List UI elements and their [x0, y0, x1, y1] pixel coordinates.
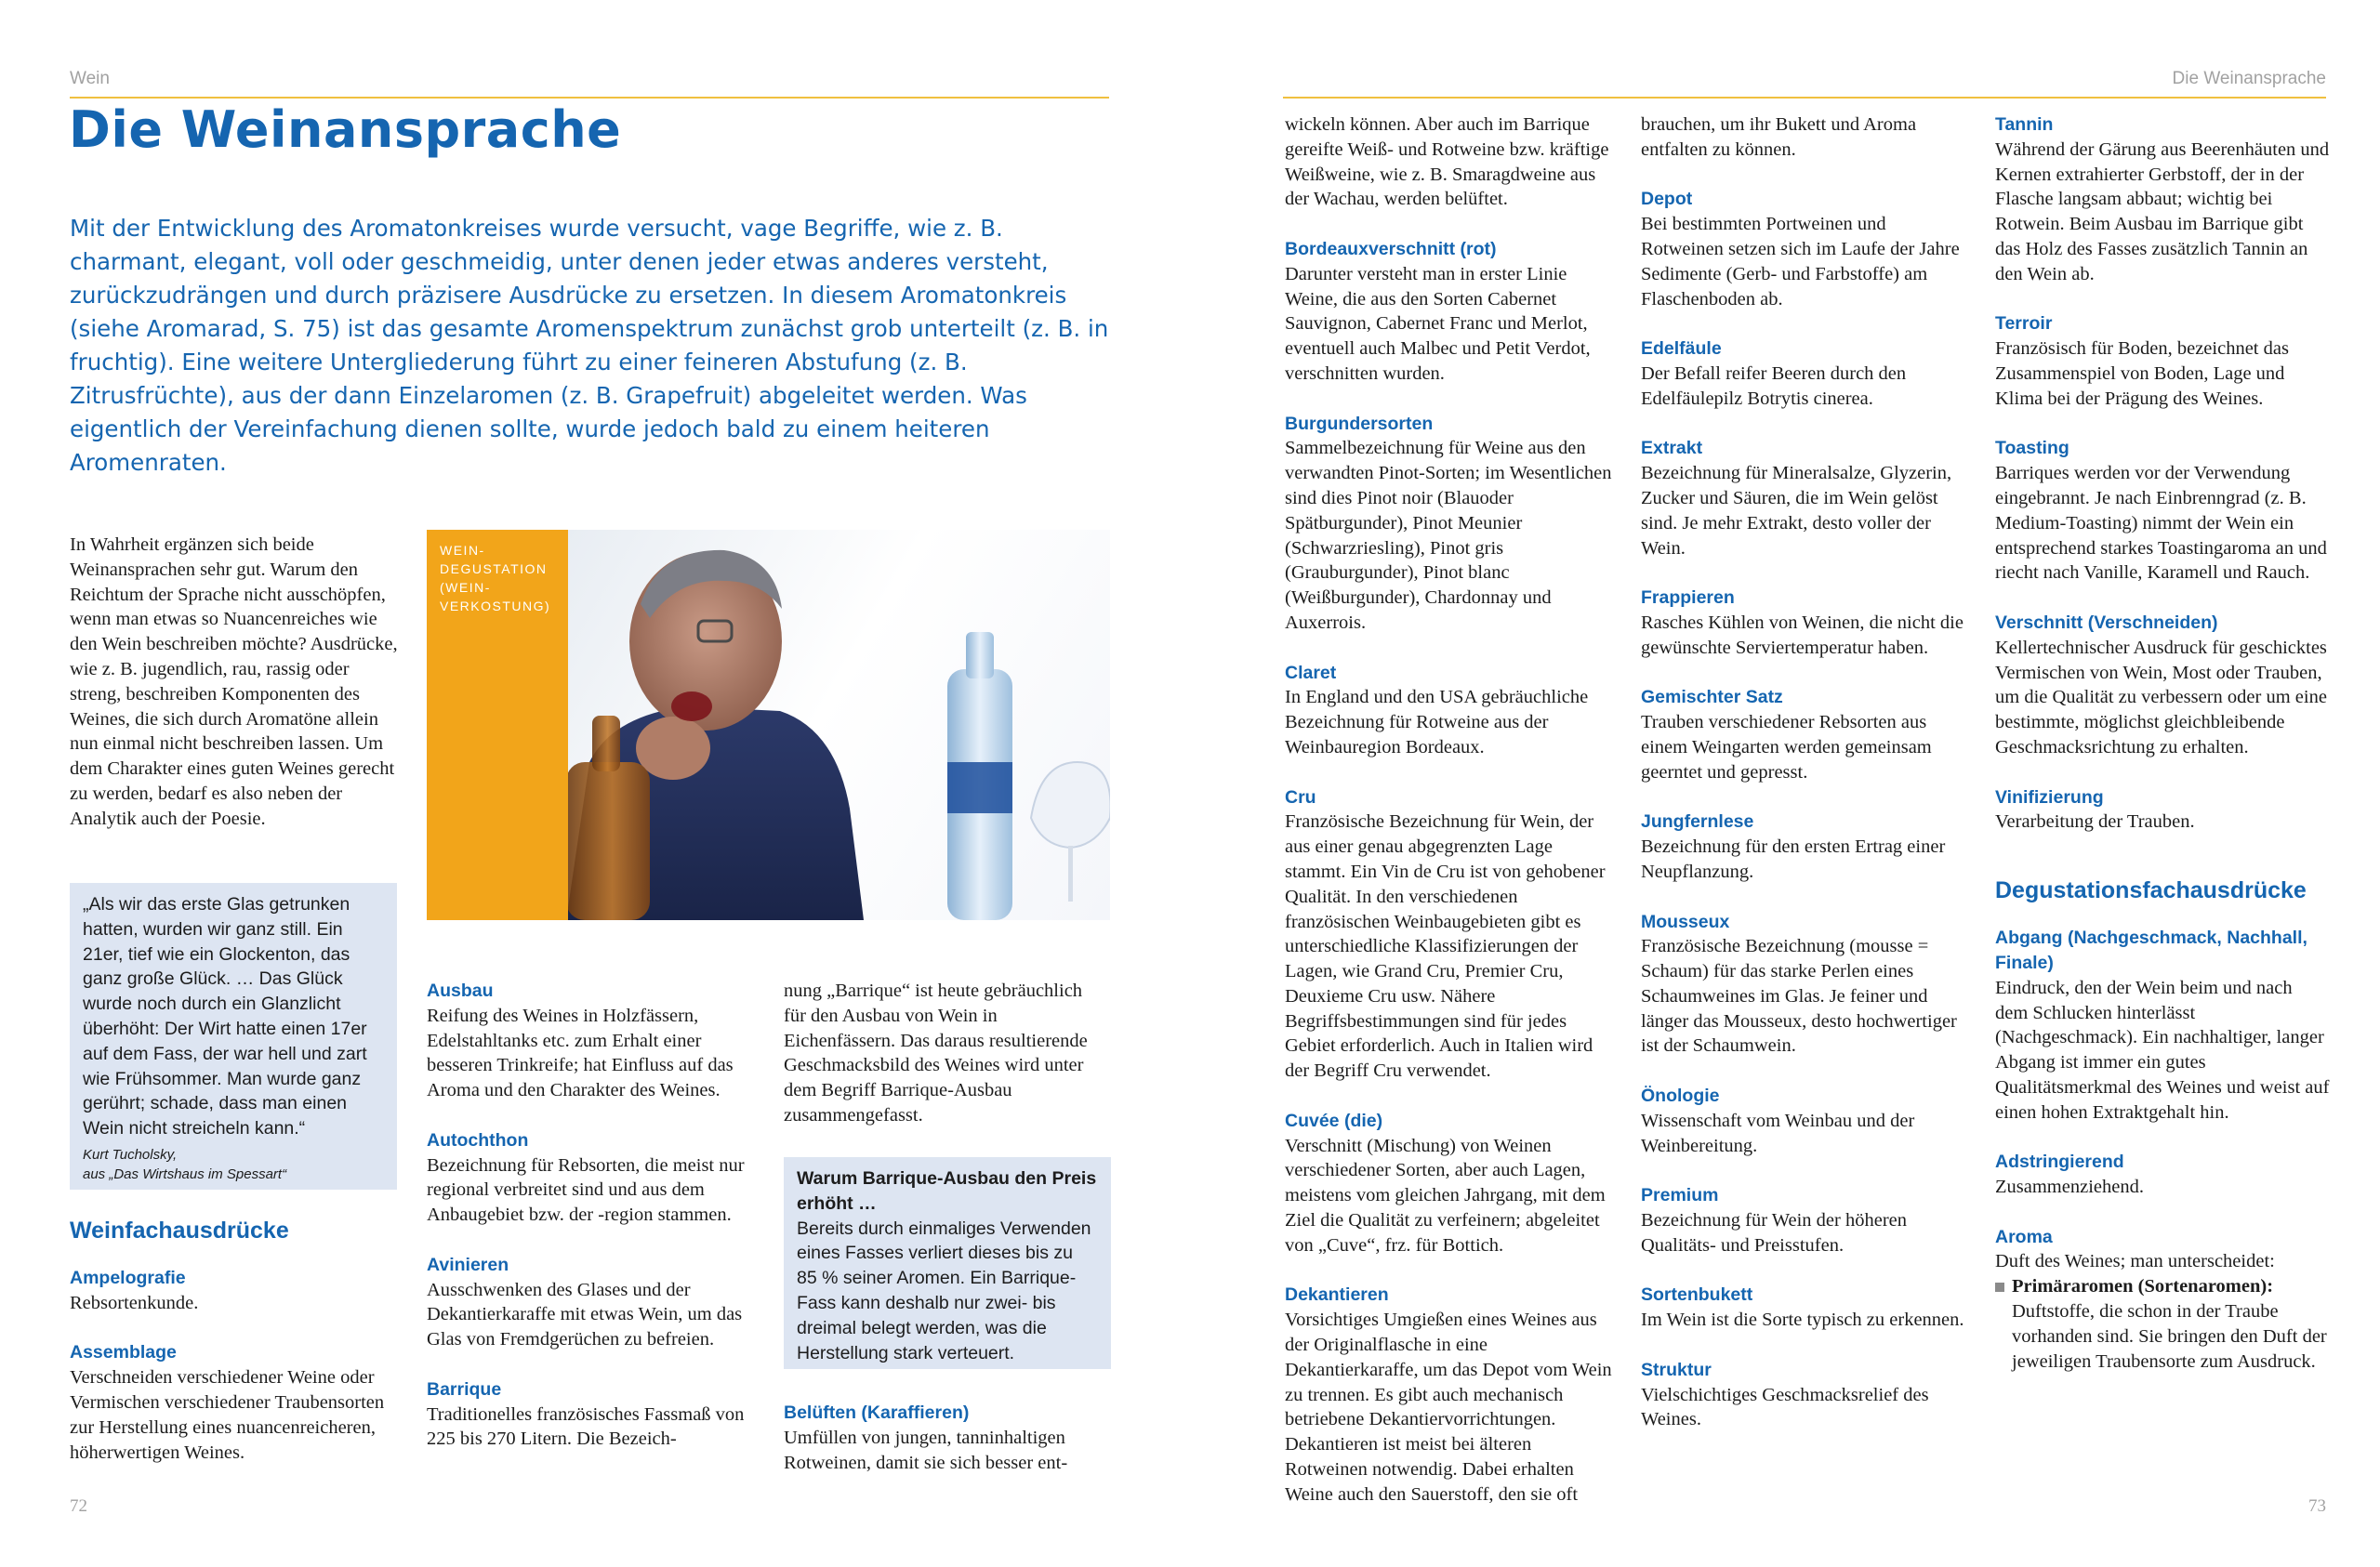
entry-definition: Verschneiden verschiedener Weine oder Vermischen verschiedener Traubensorten zur Herstellung eines nuancenreicheren, höherwertigen Weines.	[70, 1367, 385, 1463]
tucholsky-quote	[70, 883, 397, 1190]
glossary-entry	[1995, 311, 2330, 411]
bullet-label: Primäraromen (Sortenaromen):	[2012, 1276, 2274, 1297]
glossary-entry	[427, 1253, 752, 1352]
glossary-entry	[1641, 1358, 1971, 1432]
entry-definition: Bezeichnung für Wein der höheren Qualitäts- und Preisstufen.	[1641, 1210, 1907, 1256]
bullet-text: Duftstoffe, die schon in der Traube vorhanden sind. Sie bringen den Duft der jeweiligen Traubensorte zum Ausdruck.	[2012, 1301, 2327, 1372]
entry-term: Gemischter Satz	[1641, 687, 1783, 708]
entry-definition: Der Befall reifer Beeren durch den Edelfäulepilz Botrytis cinerea.	[1641, 362, 1907, 409]
entry-term: Avinieren	[427, 1254, 509, 1275]
glossary-entry	[70, 1340, 404, 1465]
glossary-entry	[1641, 586, 1971, 660]
entry-definition: Im Wein ist die Sorte typisch zu erkennen.	[1641, 1310, 1964, 1331]
bullet-content	[2012, 1274, 2330, 1374]
entry-definition: Französisch für Boden, bezeichnet das Zusammenspiel von Boden, Lage und Klima bei der Prägung des Weines.	[1995, 338, 2289, 409]
left-col3-lower	[784, 1401, 1109, 1500]
entry-term: Sortenbukett	[1641, 1284, 1753, 1306]
running-head-right: Die Weinansprache	[2172, 69, 2326, 88]
entry-definition: Ausschwenken des Glases und der Dekantierkaraffe mit etwas Wein, um das Glas von Fremdgerüchen zu befreien.	[427, 1279, 743, 1350]
intro-paragraph: In Wahrheit ergänzen sich beide Weinansprachen sehr gut. Warum den Reichtum der Sprache nicht ausschöpfen, wenn man etwas so Nuancenreiches wie den Wein beschreiben möchte? Ausdrücke, wie z. B. jugendlich, rau, rassig oder streng, beschreiben Komponenten des Weines, die sich durch Aromatöne allein nun einmal nicht beschreiben lassen. Um dem Charakter eines guten Weines gerecht zu werden, bedarf es also neben der Analytik auch der Poesie.	[70, 534, 398, 829]
glossary-entry	[427, 1377, 752, 1452]
entry-term: Terroir	[1995, 313, 2053, 335]
barrique-continued: nung „Barrique“ ist heute gebräuchlich für den Ausbau von Wein in Eichenfässern. Das daraus resultierende Geschmacksbild des Weines wird unter dem Begriff Barrique-Ausbau zusammengefasst.	[784, 981, 1088, 1126]
entry-term: Edelfäule	[1641, 338, 1722, 360]
entry-term: Belüften (Karaffieren)	[784, 1402, 970, 1423]
glossary-entry	[1641, 910, 1971, 1060]
entry-term: Depot	[1641, 189, 1693, 210]
glossary-entry	[1995, 785, 2330, 836]
entry-term: Bordeauxverschnitt (rot)	[1285, 238, 1497, 259]
entry-definition: Trauben verschiedener Rebsorten aus einem Weingarten werden gemeinsam geerntet und gepresst.	[1641, 712, 1932, 783]
entry-definition: Wissenschaft vom Weinbau und der Weinbereitung.	[1641, 1110, 1915, 1156]
entry-definition: Barriques werden vor der Verwendung eingebrannt. Je nach Einbrenngrad (z. B. Medium-Toasting) nimmt der Wein ein entsprechend starkes Toastingaroma an und riecht nach Vanille, Karamell und Rauch.	[1995, 463, 2327, 584]
entry-term: Abgang (Nachgeschmack, Nachhall, Finale)	[1995, 928, 2307, 973]
entry-term: Frappieren	[1641, 587, 1735, 609]
entry-definition: Bezeichnung für den ersten Ertrag einer Neupflanzung.	[1641, 836, 1946, 882]
glossary-entry	[1995, 926, 2330, 1125]
glossary-entry	[1995, 436, 2330, 586]
glossary-entry	[1641, 1183, 1971, 1258]
entry-term: Burgundersorten	[1285, 413, 1434, 434]
entry-term: Autochthon	[427, 1129, 529, 1151]
header-rule-right	[1283, 97, 2326, 99]
entry-term: Önologie	[1641, 1086, 1720, 1107]
photo-caption	[427, 530, 568, 920]
entry-definition: Verschnitt (Mischung) von Weinen verschiedener Sorten, aber auch Lagen, meistens vom gleichen Jahrgang, mit dem Ziel die Qualität zu verfeinern; abgeleitet von „Cuve“, frz. für Bottich.	[1285, 1135, 1606, 1256]
barrique-info-box	[784, 1157, 1111, 1369]
entry-term: Vinifizierung	[1995, 786, 2104, 808]
glossary-entry	[1641, 336, 1971, 411]
entry-definition: Bezeichnung für Mineralsalze, Glyzerin, Zucker und Säuren, die im Wein gelöst sind. Je mehr Extrakt, desto voller der Wein.	[1641, 463, 1952, 559]
glossary-entry	[1285, 237, 1612, 387]
entry-term: Verschnitt (Verschneiden)	[1995, 612, 2218, 633]
glossary-entry	[1641, 1283, 1971, 1333]
glossary-entry	[1641, 1084, 1971, 1158]
section-heading-weinfachausdruecke: Weinfachausdrücke	[70, 1218, 289, 1244]
entry-term: Premium	[1641, 1185, 1719, 1206]
entry-definition: Duft des Weines; man unterscheidet:	[1995, 1251, 2275, 1272]
glossary-entry	[784, 1401, 1109, 1475]
entry-definition: Während der Gärung aus Beerenhäuten und Kernen extrahierter Gerbstoff, der in der Flasche langsam abbaut; wichtig bei Rotwein. Beim Ausbau im Barrique gibt das Holz des Fasses zusätzlich Tannin an den Wein ab.	[1995, 138, 2330, 284]
entry-term: Ausbau	[427, 981, 494, 1001]
page-title: Die Weinansprache	[69, 100, 622, 159]
entry-term: Mousseux	[1641, 911, 1730, 932]
glossary-entry	[1285, 661, 1612, 760]
continued-text: wickeln können. Aber auch im Barrique gereifte Weiß- und Rotweine bzw. kräftige Weißweine, wie z. B. Smaragdweine aus der Wachau, werden belüftet.	[1285, 114, 1609, 210]
entry-term: Claret	[1285, 662, 1337, 683]
entries-col1	[70, 1266, 404, 1465]
glossary-entry	[1995, 112, 2330, 287]
entry-definition: Bei bestimmten Portweinen und Rotweinen setzen sich im Laufe der Jahre Sedimente (Gerb- und Farbstoffe) am Flaschenboden ab.	[1641, 214, 1960, 309]
entry-definition: Französische Bezeichnung (mousse = Schaum) für das starke Perlen eines Schaumweines im Glas. Je feiner und länger das Mousseux, desto hochwertiger ist der Schaumwein.	[1641, 936, 1957, 1057]
right-col1	[1285, 112, 1612, 1532]
entry-term: Dekantieren	[1285, 1284, 1389, 1306]
entry-term: Struktur	[1641, 1359, 1712, 1380]
left-col2	[427, 979, 752, 1477]
entry-term: Cuvée (die)	[1285, 1110, 1383, 1131]
glossary-entry	[1641, 685, 1971, 784]
entry-definition: In England und den USA gebräuchliche Bezeichnung für Rotweine aus der Weinbauregion Bordeaux.	[1285, 687, 1589, 757]
glossary-entry	[1995, 611, 2330, 760]
glossary-entry	[427, 979, 752, 1103]
entry-definition: Bezeichnung für Rebsorten, die meist nur regional verbreitet sind und aus dem Anbaugebiet bzw. der -region stammen.	[427, 1154, 745, 1226]
entry-definition: Eindruck, den der Wein beim und nach dem Schlucken hinterlässt (Nachgeschmack). Ein nachhaltiger, langer Abgang ist immer ein gutes Qualitätsmerkmal des Weines und weist auf einen hohen Extraktgehalt hin.	[1995, 977, 2330, 1123]
section-heading-degustation: Degustationsfachausdrücke	[1995, 877, 2307, 904]
entry-definition: Vorsichtiges Umgießen eines Weines aus der Originalflasche in eine Dekantierkaraffe, um das Depot vom Wein zu trennen. Es gibt auch mechanisch betriebene Dekantiervorrichtungen. Dekantieren ist meist bei älteren Rotweinen notwendig. Dabei erhalten Weine auch den Sauerstoff, den sie oft	[1285, 1310, 1612, 1505]
page-number-left: 72	[70, 1496, 87, 1516]
caption-text: WEIN-DEGUSTATION (WEIN-VERKOSTUNG)	[440, 543, 551, 613]
right-col2	[1641, 112, 1971, 1457]
glossary-entry	[1641, 810, 1971, 884]
entry-term: Assemblage	[70, 1342, 177, 1363]
entry-definition: Umfüllen von jungen, tanninhaltigen Rotweinen, damit sie sich besser ent-	[784, 1427, 1068, 1473]
entry-definition: Traditionelles französisches Fassmaß von 225 bis 270 Litern. Die Bezeich-	[427, 1403, 745, 1450]
glossary-entry	[70, 1266, 404, 1316]
entry-term: Aroma	[1995, 1226, 2053, 1247]
entry-term: Tannin	[1995, 114, 2054, 135]
entry-definition: Rebsortenkunde.	[70, 1292, 199, 1313]
glossary-entry	[1641, 436, 1971, 560]
page-number-right: 73	[2308, 1496, 2326, 1516]
glossary-entry	[1995, 1225, 2330, 1275]
entry-definition: Kellertechnischer Ausdruck für geschicktes Vermischen von Wein, Most oder Trauben, um die Qualität zu verbessern oder um eine bestimmte, möglichst gleichbleibende Geschmacksrichtung zu erhalten.	[1995, 637, 2327, 757]
header-rule-left	[70, 97, 1109, 99]
glossary-entry	[1285, 1109, 1612, 1258]
entry-term: Ampelografie	[70, 1268, 186, 1288]
entry-definition: Reifung des Weines in Holzfässern, Edelstahltanks etc. zum Erhalt einer besseren Trinkreife; hat Einfluss auf das Aroma und den Charakter des Weines.	[427, 1005, 734, 1101]
running-head-left: Wein	[70, 69, 110, 88]
glossary-entry	[1285, 412, 1612, 636]
lead-paragraph: Mit der Entwicklung des Aromatonkreises wurde versucht, vage Begriffe, wie z. B. charmant, elegant, voll oder geschmeidig, unter denen jeder etwas anderes versteht, zurückzudrängen und durch präzisere Ausdrücke zu ersetzen. In diesem Aromatonkreis (siehe Aromarad, S. 75) ist das gesamte Aromenspektrum zunächst grob unterteilt (z. B. in fruchtig). Eine weitere Untergliederung führt zu einer feineren Abstufung (z. B. Zitrusfrüchte), aus der dann Einzelaromen (z. B. Grapefruit) abgeleitet werden. Was eigentlich der Vereinfachung dienen sollte, wurde jedoch bald zu einem heiteren Aromenraten.	[70, 215, 1109, 476]
left-col1-lower	[70, 1216, 404, 1490]
entry-term: Extrakt	[1641, 438, 1703, 459]
square-bullet-icon	[1995, 1283, 2004, 1292]
entry-definition: Sammelbezeichnung für Weine aus den verwandten Pinot-Sorten; im Wesentlichen sind dies Pinot noir (Blauoder Spätburgunder), Pinot Meunier (Schwarzriesling), Pinot gris (Grauburgunder), Pinot blanc (Weißburgunder), Chardonnay und Auxerrois.	[1285, 438, 1612, 633]
glossary-entry	[1285, 1283, 1612, 1507]
box-text: Bereits durch einmaliges Verwenden eines Fasses verliert dieses bis zu 85 % seiner Aromen. Ein Barrique-Fass kann deshalb nur zwei- bis dreimal belegt werden, was die Herstellung stark verteuert.	[797, 1218, 1091, 1363]
entry-definition: Rasches Kühlen von Weinen, die nicht die gewünschte Serviertemperatur haben.	[1641, 612, 1964, 658]
entry-term: Barrique	[427, 1378, 502, 1400]
glossary-entry	[427, 1128, 752, 1228]
right-col3	[1995, 112, 2330, 1374]
entry-definition: Französische Bezeichnung für Wein, der aus einer genau abgegrenzten Lage stammt. Ein Vin de Cru ist von gehobener Qualität. In den verschiedenen französischen Weinbaugebieten gibt es unterschiedliche Klassifizierungen der Lagen, wie Grand Cru, Premier Cru, Deuxieme Cru usw. Nähere Begriffsbestimmungen sind für jedes Gebiet erforderlich. Auch in Italien wird der Begriff Cru verwendet.	[1285, 811, 1606, 1082]
entry-definition: Verarbeitung der Trauben.	[1995, 811, 2195, 833]
entry-term: Adstringierend	[1995, 1152, 2124, 1173]
entry-term: Toasting	[1995, 438, 2069, 459]
quote-author: Kurt Tucholsky, aus „Das Wirtshaus im Spessart“	[83, 1146, 287, 1182]
continued-text: brauchen, um ihr Bukett und Aroma entfalten zu können.	[1641, 114, 1917, 160]
glossary-entry	[1641, 187, 1971, 311]
glossary-entry	[1995, 1150, 2330, 1200]
aroma-bullet-item	[1995, 1274, 2330, 1374]
quote-text: „Als wir das erste Glas getrunken hatten, wurden wir ganz still. Ein 21er, tief wie ein Glockenton, das ganz große Glück. … Das Glück wurde noch durch ein Glanzlicht überhöht: Der Wirt hatte einen 17er auf dem Fass, der war hell und zart wie Frühsommer. Man wurde ganz gerührt; schade, dass man einen Wein nicht streicheln kann.“	[83, 894, 367, 1139]
entry-definition: Zusammenziehend.	[1995, 1177, 2144, 1198]
box-title: Warum Barrique-Ausbau den Preis erhöht …	[797, 1168, 1097, 1214]
entry-definition: Darunter versteht man in erster Linie Weine, die aus den Sorten Cabernet Sauvignon, Cabernet Franc und Merlot, eventuell auch Malbec und Petit Verdot, verschnitten wurden.	[1285, 263, 1591, 384]
glossary-entry	[1285, 785, 1612, 1085]
entry-term: Cru	[1285, 786, 1316, 808]
entry-definition: Vielschichtiges Geschmacksrelief des Weines.	[1641, 1384, 1929, 1430]
entry-term: Jungfernlese	[1641, 811, 1754, 833]
